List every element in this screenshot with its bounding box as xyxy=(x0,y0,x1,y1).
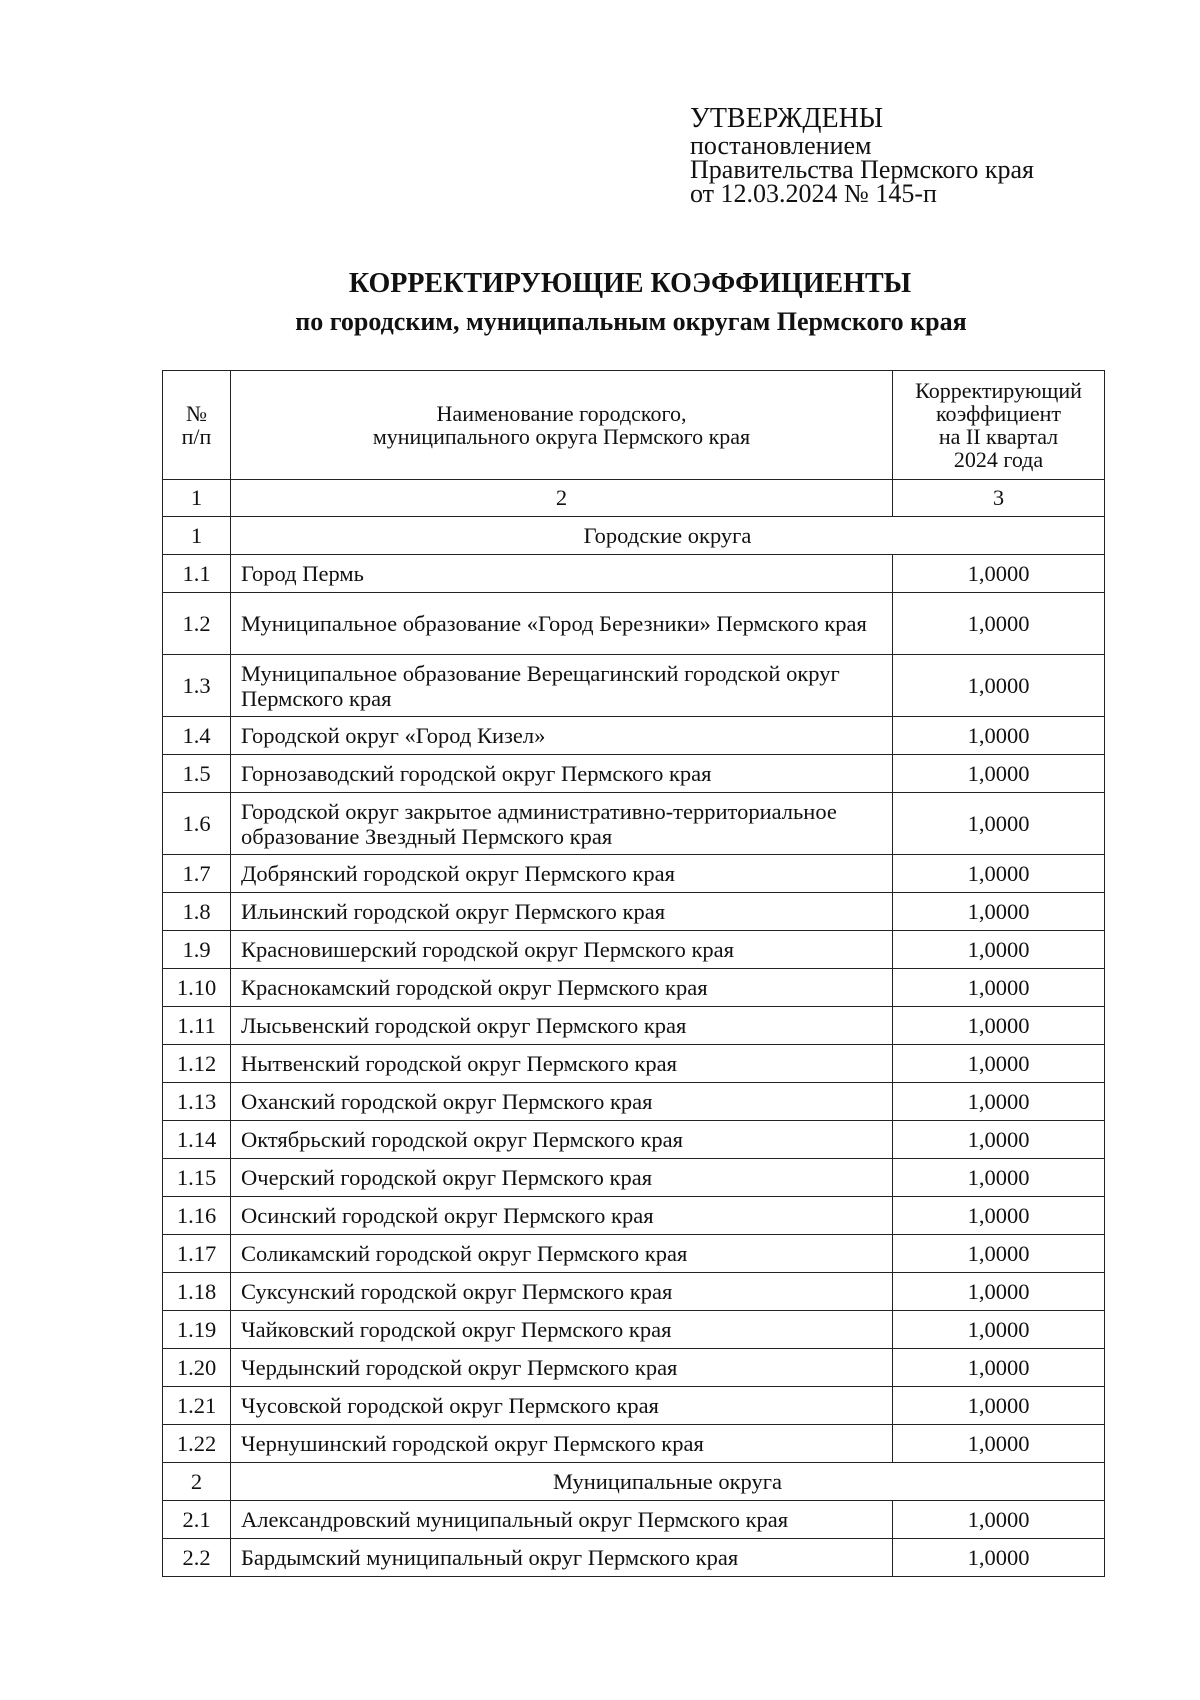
row-number: 1.8 xyxy=(163,893,231,931)
district-name: Нытвенский городской округ Пермского края xyxy=(231,1045,893,1083)
coefficient-value: 1,0000 xyxy=(893,1425,1105,1463)
district-name: Чусовской городской округ Пермского края xyxy=(231,1387,893,1425)
district-name: Городской округ закрытое административно-территориальное образование Звездный Пермского края xyxy=(231,793,893,855)
table-row xyxy=(163,755,1105,793)
table-row xyxy=(163,1045,1105,1083)
table-row xyxy=(163,1197,1105,1235)
approval-heading: УТВЕРЖДЕНЫ xyxy=(690,103,884,134)
table-row xyxy=(163,969,1105,1007)
coefficient-value: 1,0000 xyxy=(893,969,1105,1007)
coefficient-value: 1,0000 xyxy=(893,1235,1105,1273)
district-name: Краснокамский городской округ Пермского края xyxy=(231,969,893,1007)
coefficient-value: 1,0000 xyxy=(893,1501,1105,1539)
section-title: Городские округа xyxy=(231,517,1105,555)
table-row xyxy=(163,1121,1105,1159)
district-name: Муниципальное образование Верещагинский городской округ Пермского края xyxy=(231,655,893,717)
table-row xyxy=(163,793,1105,855)
row-number: 2.1 xyxy=(163,1501,231,1539)
document-subtitle: по городским, муниципальным округам Пермского края xyxy=(295,307,967,336)
coefficient-value: 1,0000 xyxy=(893,1273,1105,1311)
table-row xyxy=(163,1083,1105,1121)
coefficient-value: 1,0000 xyxy=(893,717,1105,755)
section-title: Муниципальные округа xyxy=(231,1463,1105,1501)
table-row xyxy=(163,1311,1105,1349)
row-number: 1.2 xyxy=(163,593,231,655)
coefficient-value: 1,0000 xyxy=(893,1083,1105,1121)
coefficient-value: 1,0000 xyxy=(893,1349,1105,1387)
coefficient-value: 1,0000 xyxy=(893,555,1105,593)
district-name: Осинский городской округ Пермского края xyxy=(231,1197,893,1235)
row-number: 1.7 xyxy=(163,855,231,893)
header-num xyxy=(163,371,231,480)
coefficient-value: 1,0000 xyxy=(893,1121,1105,1159)
row-number: 2.2 xyxy=(163,1539,231,1577)
header-name-line: Наименование городского, xyxy=(436,401,687,426)
district-name: Очерский городской округ Пермского края xyxy=(231,1159,893,1197)
district-name: Суксунский городской округ Пермского края xyxy=(231,1273,893,1311)
coefficient-value: 1,0000 xyxy=(893,755,1105,793)
coefficient-value: 1,0000 xyxy=(893,1197,1105,1235)
table-row xyxy=(163,1539,1105,1577)
table-row xyxy=(163,1007,1105,1045)
coefficient-value: 1,0000 xyxy=(893,855,1105,893)
table-row xyxy=(163,1425,1105,1463)
table-header-row xyxy=(163,371,1105,480)
row-number: 1.16 xyxy=(163,1197,231,1235)
district-name: Октябрьский городской округ Пермского края xyxy=(231,1121,893,1159)
coefficient-value: 1,0000 xyxy=(893,893,1105,931)
table-row xyxy=(163,717,1105,755)
coefficient-value: 1,0000 xyxy=(893,593,1105,655)
district-name: Лысьвенский городской округ Пермского края xyxy=(231,1007,893,1045)
row-number: 1.3 xyxy=(163,655,231,717)
coefficient-value: 1,0000 xyxy=(893,793,1105,855)
table-row xyxy=(163,931,1105,969)
row-number: 1.17 xyxy=(163,1235,231,1273)
district-name: Бардымский муниципальный округ Пермского края xyxy=(231,1539,893,1577)
column-number: 3 xyxy=(893,480,1105,517)
district-name: Городской округ «Город Кизел» xyxy=(231,717,893,755)
district-name: Город Пермь xyxy=(231,555,893,593)
district-name: Добрянский городской округ Пермского края xyxy=(231,855,893,893)
header-coef xyxy=(893,371,1105,480)
row-number: 1.10 xyxy=(163,969,231,1007)
district-name: Александровский муниципальный округ Пермского края xyxy=(231,1501,893,1539)
section-row xyxy=(163,1463,1105,1501)
header-name-line: муниципального округа Пермского края xyxy=(372,424,751,449)
district-name: Ильинский городской округ Пермского края xyxy=(231,893,893,931)
coefficient-value: 1,0000 xyxy=(893,1311,1105,1349)
row-number: 1.20 xyxy=(163,1349,231,1387)
row-number: 1.1 xyxy=(163,555,231,593)
table-row xyxy=(163,1349,1105,1387)
approval-line: Правительства Пермского края xyxy=(690,155,1034,184)
district-name: Муниципальное образование «Город Березники» Пермского края xyxy=(231,593,893,655)
approval-line: постановлением xyxy=(690,131,872,160)
row-number: 1.19 xyxy=(163,1311,231,1349)
row-number: 1.9 xyxy=(163,931,231,969)
row-number: 1.11 xyxy=(163,1007,231,1045)
table-row xyxy=(163,1159,1105,1197)
header-num-line: п/п xyxy=(181,424,212,449)
header-coef-line: коэффициент xyxy=(935,401,1061,426)
document-title: КОРРЕКТИРУЮЩИЕ КОЭФФИЦИЕНТЫ xyxy=(348,268,912,299)
district-name: Красновишерский городской округ Пермского края xyxy=(231,931,893,969)
coefficient-value: 1,0000 xyxy=(893,1045,1105,1083)
row-number: 1.6 xyxy=(163,793,231,855)
district-name: Соликамский городской округ Пермского края xyxy=(231,1235,893,1273)
row-number: 1.15 xyxy=(163,1159,231,1197)
table-row xyxy=(163,655,1105,717)
section-number: 2 xyxy=(163,1463,231,1501)
coefficient-value: 1,0000 xyxy=(893,931,1105,969)
table-row xyxy=(163,593,1105,655)
district-name: Горнозаводский городской округ Пермского края xyxy=(231,755,893,793)
coefficient-value: 1,0000 xyxy=(893,1007,1105,1045)
column-number: 2 xyxy=(231,480,893,517)
header-coef-line: Корректирующий xyxy=(915,378,1082,403)
table-row xyxy=(163,1235,1105,1273)
header-coef-line: 2024 года xyxy=(953,447,1044,472)
district-name: Чайковский городской округ Пермского края xyxy=(231,1311,893,1349)
row-number: 1.4 xyxy=(163,717,231,755)
coefficient-value: 1,0000 xyxy=(893,1387,1105,1425)
header-num-line: № xyxy=(186,401,207,426)
coefficient-value: 1,0000 xyxy=(893,1159,1105,1197)
row-number: 1.12 xyxy=(163,1045,231,1083)
section-number: 1 xyxy=(163,517,231,555)
table-row xyxy=(163,1387,1105,1425)
approval-block xyxy=(690,104,1034,206)
row-number: 1.21 xyxy=(163,1387,231,1425)
coefficients-table xyxy=(162,370,1105,1577)
district-name: Чернушинский городской округ Пермского края xyxy=(231,1425,893,1463)
district-name: Чердынский городской округ Пермского края xyxy=(231,1349,893,1387)
coefficient-value: 1,0000 xyxy=(893,1539,1105,1577)
coefficient-value: 1,0000 xyxy=(893,655,1105,717)
table-row xyxy=(163,1273,1105,1311)
header-coef-line: на II квартал xyxy=(938,424,1059,449)
table-row xyxy=(163,893,1105,931)
table-row xyxy=(163,555,1105,593)
row-number: 1.22 xyxy=(163,1425,231,1463)
table-row xyxy=(163,855,1105,893)
column-number: 1 xyxy=(163,480,231,517)
row-number: 1.18 xyxy=(163,1273,231,1311)
row-number: 1.5 xyxy=(163,755,231,793)
table-row xyxy=(163,1501,1105,1539)
column-number-row xyxy=(163,480,1105,517)
row-number: 1.14 xyxy=(163,1121,231,1159)
district-name: Оханский городской округ Пермского края xyxy=(231,1083,893,1121)
header-name xyxy=(231,371,893,480)
section-row xyxy=(163,517,1105,555)
approval-line: от 12.03.2024 № 145-п xyxy=(690,179,937,208)
row-number: 1.13 xyxy=(163,1083,231,1121)
